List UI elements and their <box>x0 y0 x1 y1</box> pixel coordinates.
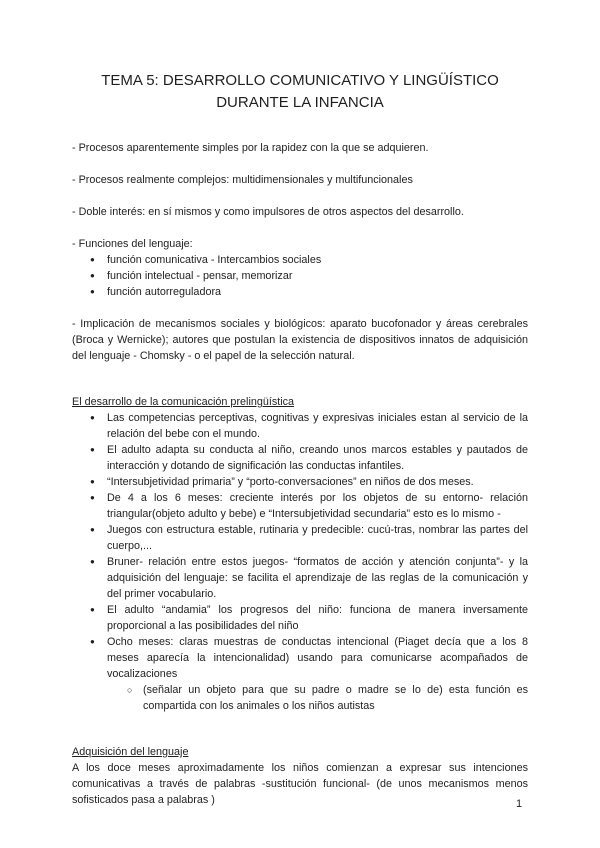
adquisicion-heading: Adquisición del lenguaje <box>72 746 189 758</box>
list-item: ● “Intersubjetividad primaria” y “porto-conversaciones” en niños de dos meses. <box>72 474 528 490</box>
intro-paragraph-1: - Procesos aparentemente simples por la rapidez con la que se adquieren. <box>72 142 429 154</box>
title-line-1: TEMA 5: DESARROLLO COMUNICATIVO Y LINGÜÍSTICO <box>101 72 499 89</box>
intro-paragraph-2: - Procesos realmente complejos: multidimensionales y multifuncionales <box>72 174 413 186</box>
document-body <box>72 140 528 808</box>
list-item: ● De 4 a los 6 meses: creciente interés por los objetos de su entorno- relación triangular(objeto adulto y bebe) e “Intersubjetividad secundaria” esto es lo mismo - <box>72 490 528 522</box>
adquisicion-paragraph: A los doce meses aproximadamente los niños comienzan a expresar sus intenciones comunicativas a través de palabras -sustitución funcional- (de unos mecanismos menos sofisticados pasa a palabras ) <box>72 762 528 806</box>
funciones-list <box>72 252 528 300</box>
list-item: ● Las competencias perceptivas, cognitivas y expresivas iniciales estan al servicio de la relación del bebe con el mundo. <box>72 410 528 442</box>
title-line-2: DURANTE LA INFANCIA <box>216 94 384 111</box>
list-item: ● Bruner- relación entre estos juegos- “formatos de acción y atención conjunta”- y la adquisición del lenguaje: se facilita el aprendizaje de las reglas de la comunicación y del primer vocabulario. <box>72 554 528 602</box>
list-item: ● Ocho meses: claras muestras de conductas intencional (Piaget decía que a los 8 meses aparecía la intencionalidad) usando para comunicarse acompañados de vocalizaciones <box>72 634 528 682</box>
sub-list-item: ○ (señalar un objeto para que su padre o madre se lo de) esta función es compartida con los animales o los niños autistas <box>72 682 528 714</box>
list-item: ● función intelectual - pensar, memorizar <box>72 268 528 284</box>
page-title <box>60 70 540 114</box>
prelinguistica-list <box>72 410 528 682</box>
implicacion-paragraph: - Implicación de mecanismos sociales y biológicos: aparato bucofonador y áreas cerebrales (Broca y Wernicke); autores que postulan la existencia de dispositivos innatos de adquisición del lenguaje - Chomsky - o el papel de la selección natural. <box>72 318 528 362</box>
list-item: ● Juegos con estructura estable, rutinaria y predecible: cucú-tras, nombrar las partes del cuerpo,... <box>72 522 528 554</box>
prelinguistica-sublist <box>72 682 528 714</box>
list-item: ● función comunicativa - Intercambios sociales <box>72 252 528 268</box>
prelinguistica-heading: El desarrollo de la comunicación prelingüística <box>72 396 295 408</box>
list-item: ● El adulto “andamia” los progresos del niño: funciona de manera inversamente proporcional a las posibilidades del niño <box>72 602 528 634</box>
list-item: ● El adulto adapta su conducta al niño, creando unos marcos estables y pautados de interacción y dotando de significación las conductas infantiles. <box>72 442 528 474</box>
intro-paragraph-3: - Doble interés: en sí mismos y como impulsores de otros aspectos del desarrollo. <box>72 206 464 218</box>
funciones-label: - Funciones del lenguaje: <box>72 238 193 250</box>
list-item: ● función autorreguladora <box>72 284 528 300</box>
page-number: 1 <box>516 798 523 810</box>
